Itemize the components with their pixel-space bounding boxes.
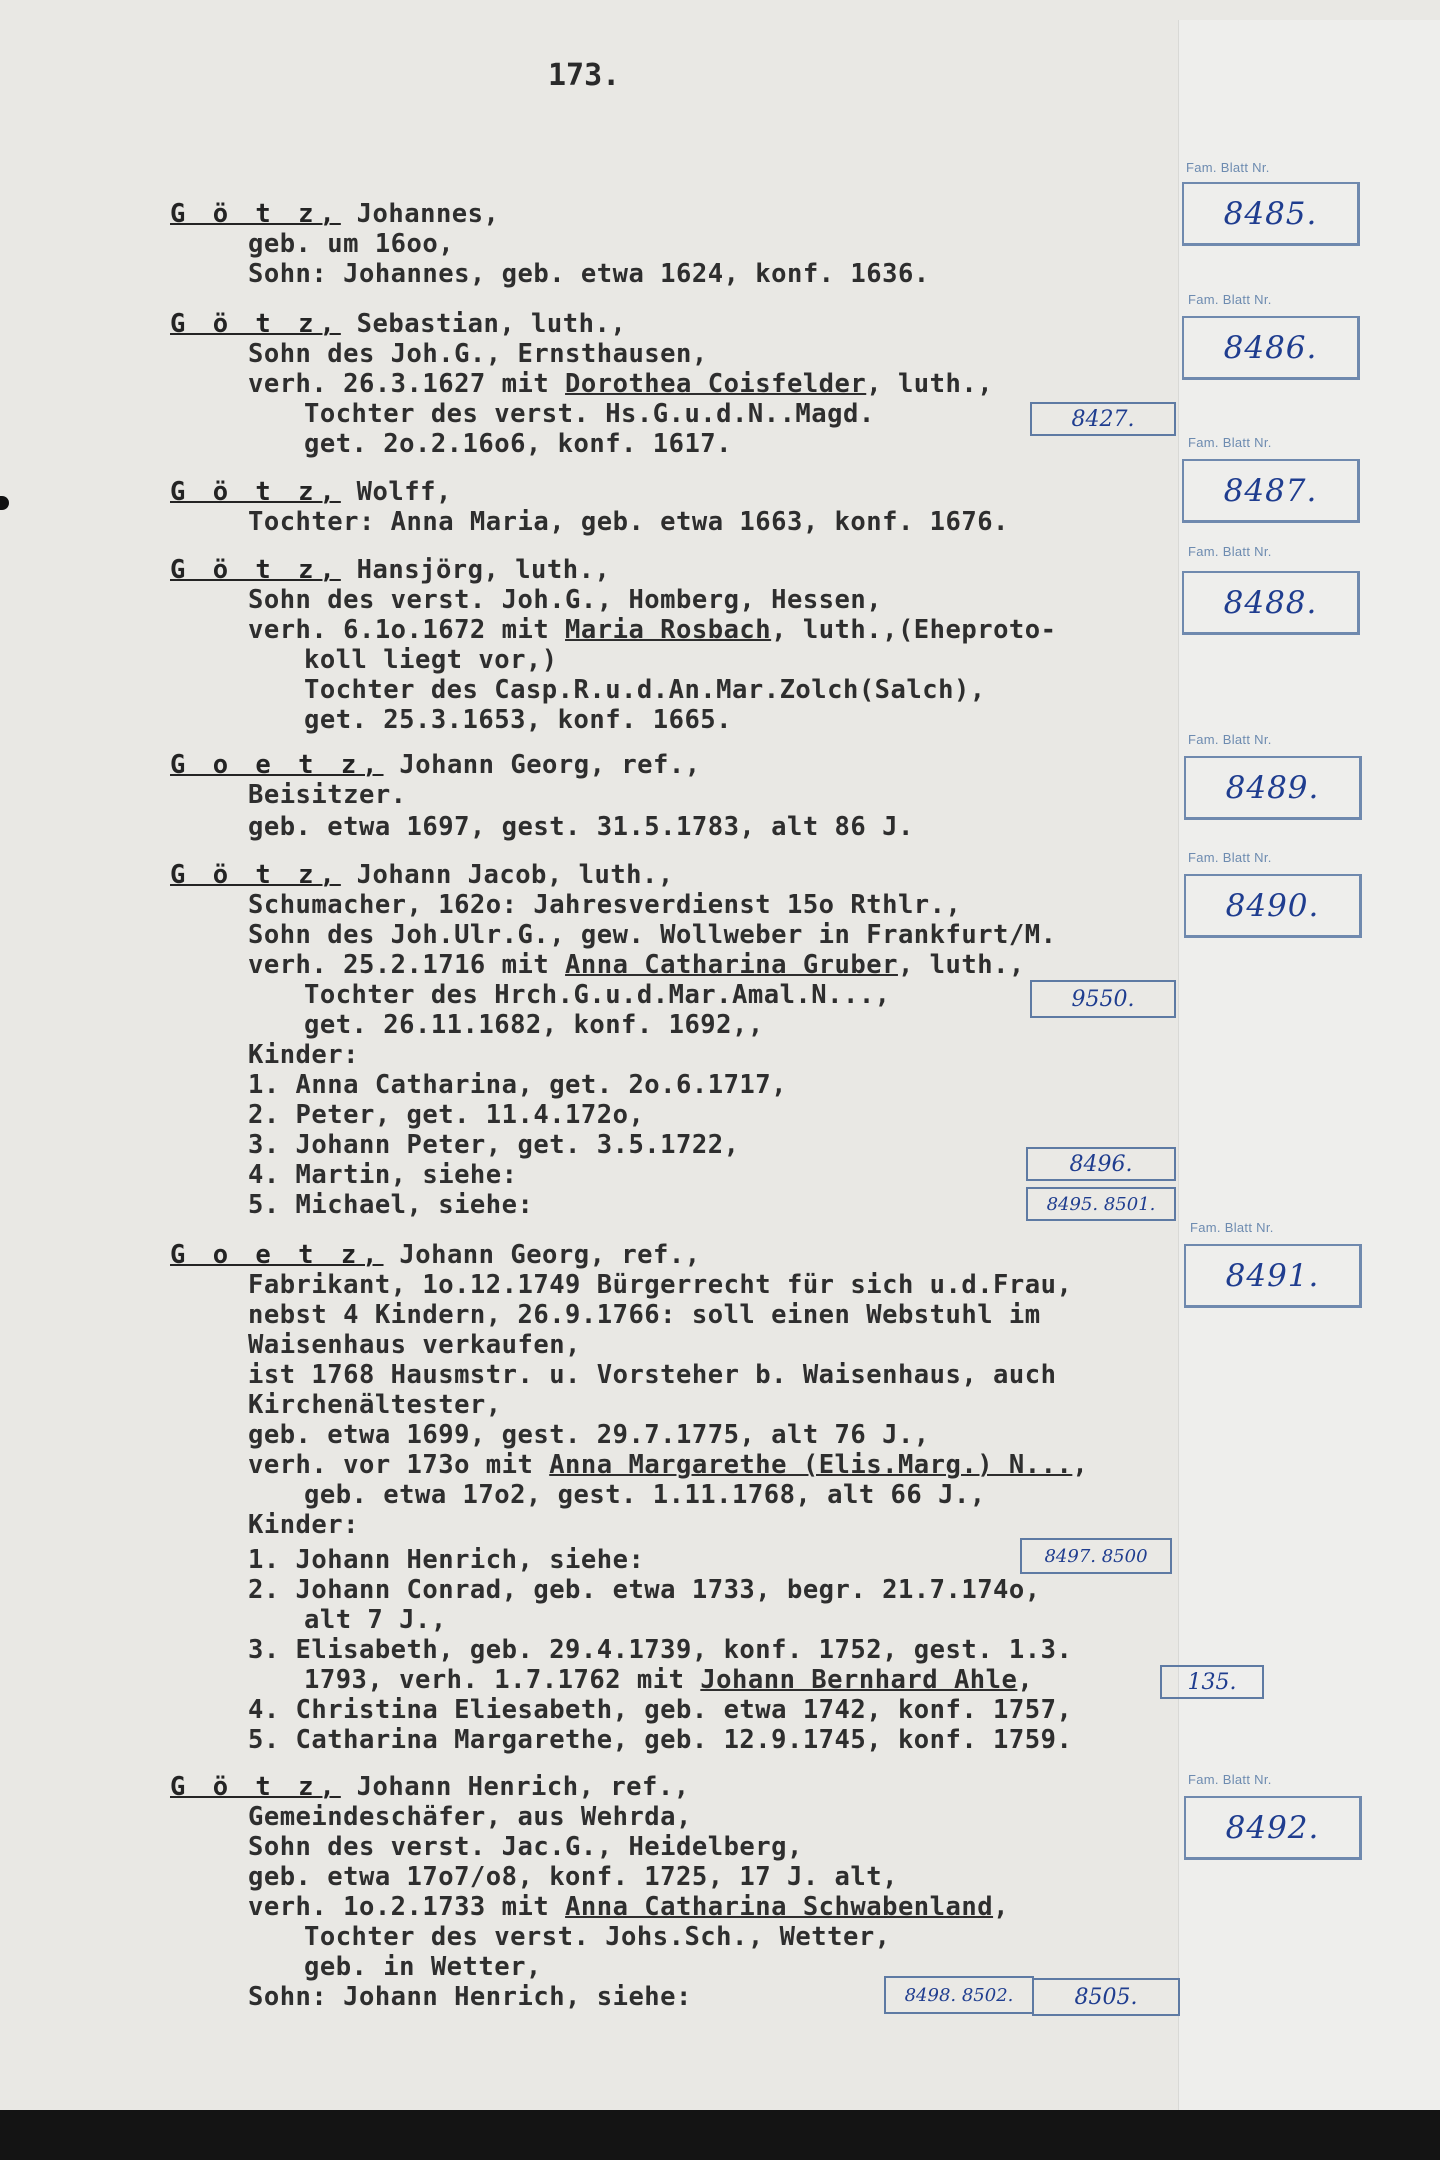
marriage-line: verh. 6.1o.1672 mit Maria Rosbach, luth.,(Eheproto- — [248, 615, 1057, 645]
entry-line: geb. etwa 1699, gest. 29.7.1775, alt 76 J., — [248, 1420, 930, 1450]
spouse-name: Dorothea Coisfelder — [565, 369, 867, 399]
entry-line: Gemeindeschäfer, aus Wehrda, — [248, 1802, 692, 1832]
fam-blatt-box — [1184, 1796, 1362, 1860]
fam-blatt-number: 8486. — [1223, 329, 1318, 366]
fam-blatt-label: Fam. Blatt Nr. — [1188, 850, 1272, 865]
entry-line: Tochter des Hrch.G.u.d.Mar.Amal.N..., — [304, 980, 891, 1010]
child-item: 1. Anna Catharina, get. 2o.6.1717, — [248, 1070, 787, 1100]
child-item: 1. Johann Henrich, siehe: — [248, 1545, 645, 1575]
fam-blatt-number: 8490. — [1225, 887, 1320, 924]
entry-line: get. 26.11.1682, konf. 1692,, — [304, 1010, 764, 1040]
marriage-line: verh. 26.3.1627 mit Dorothea Coisfelder, luth., — [248, 369, 994, 399]
entry-heading: G o e t z, Johann Georg, ref., — [170, 750, 701, 780]
cross-ref-number: 8498. 8502. — [904, 1984, 1014, 2006]
entry-heading: G ö t z, Johann Henrich, ref., — [170, 1772, 690, 1802]
spouse-name: Anna Margarethe (Elis.Marg.) N... — [549, 1450, 1073, 1480]
entry-heading: G ö t z, Hansjörg, luth., — [170, 555, 611, 585]
fam-blatt-number: 8489. — [1225, 769, 1320, 806]
entry-heading: G ö t z, Johann Jacob, luth., — [170, 860, 674, 890]
fam-blatt-number: 8491. — [1225, 1257, 1320, 1294]
child-item: 4. Christina Eliesabeth, geb. etwa 1742, konf. 1757, — [248, 1695, 1073, 1725]
entry-line: geb. etwa 17o7/o8, konf. 1725, 17 J. alt, — [248, 1862, 898, 1892]
surname: G ö t z, — [170, 309, 341, 339]
cross-ref-box — [1026, 1187, 1176, 1221]
fam-blatt-number: 8492. — [1225, 1809, 1320, 1846]
marriage-line: 1793, verh. 1.7.1762 mit Johann Bernhard Ahle, — [304, 1665, 1034, 1695]
entry-line: Tochter des verst. Johs.Sch., Wetter, — [304, 1922, 891, 1952]
entry-line: ist 1768 Hausmstr. u. Vorsteher b. Waisenhaus, auch — [248, 1360, 1057, 1390]
cross-ref-box — [1160, 1665, 1264, 1699]
entry-line: alt 7 J., — [304, 1605, 447, 1635]
cross-ref-number: 8497. 8500 — [1044, 1545, 1148, 1567]
children-heading: Kinder: — [248, 1040, 359, 1070]
marriage-line: verh. vor 173o mit Anna Margarethe (Elis.Marg.) N..., — [248, 1450, 1089, 1480]
fam-blatt-box — [1184, 874, 1362, 938]
spouse-name: Maria Rosbach — [565, 615, 772, 645]
entry-line: geb. etwa 17o2, gest. 1.11.1768, alt 66 J., — [304, 1480, 986, 1510]
scan-border — [0, 2110, 1440, 2160]
cross-ref-box — [1020, 1538, 1172, 1574]
cross-ref-box — [1030, 402, 1176, 436]
cross-ref-number: 9550. — [1071, 986, 1135, 1012]
entry-line: Beisitzer. — [248, 780, 407, 810]
cross-ref-number: 8505. — [1074, 1984, 1138, 2010]
surname: G o e t z, — [170, 750, 384, 780]
child-item: 3. Elisabeth, geb. 29.4.1739, konf. 1752, gest. 1.3. — [248, 1635, 1073, 1665]
spouse-name: Anna Catharina Gruber — [565, 950, 898, 980]
punch-hole-mark — [0, 496, 9, 510]
surname: G ö t z, — [170, 555, 341, 585]
entry-line: Sohn des Joh.G., Ernsthausen, — [248, 339, 708, 369]
surname: G ö t z, — [170, 860, 341, 890]
fam-blatt-number: 8488. — [1223, 584, 1318, 621]
child-item: Sohn: Johann Henrich, siehe: — [248, 1982, 692, 2012]
cross-ref-box — [884, 1976, 1034, 2014]
child-item: 3. Johann Peter, get. 3.5.1722, — [248, 1130, 740, 1160]
entry-line: Kirchenältester, — [248, 1390, 502, 1420]
fam-blatt-label: Fam. Blatt Nr. — [1188, 544, 1272, 559]
fam-blatt-box — [1182, 316, 1360, 380]
entry-line: Sohn: Johannes, geb. etwa 1624, konf. 1636. — [248, 259, 930, 289]
child-item: 5. Michael, siehe: — [248, 1190, 534, 1220]
child-item: 5. Catharina Margarethe, geb. 12.9.1745, konf. 1759. — [248, 1725, 1073, 1755]
fam-blatt-box — [1182, 182, 1360, 246]
cross-ref-box — [1030, 980, 1176, 1018]
surname: G ö t z, — [170, 199, 341, 229]
marriage-line: verh. 25.2.1716 mit Anna Catharina Gruber, luth., — [248, 950, 1025, 980]
fam-blatt-label: Fam. Blatt Nr. — [1190, 1220, 1274, 1235]
entry-line: geb. etwa 1697, gest. 31.5.1783, alt 86 J. — [248, 812, 914, 842]
entry-line: Sohn des Joh.Ulr.G., gew. Wollweber in Frankfurt/M. — [248, 920, 1057, 950]
fam-blatt-number: 8485. — [1223, 195, 1318, 232]
cross-ref-box — [1032, 1978, 1180, 2016]
entry-heading: G ö t z, Wolff, — [170, 477, 452, 507]
entry-line: Sohn des verst. Jac.G., Heidelberg, — [248, 1832, 803, 1862]
entry-heading: G ö t z, Sebastian, luth., — [170, 309, 627, 339]
spouse-name: Anna Catharina Schwabenland — [565, 1892, 994, 1922]
entry-heading: G ö t z, Johannes, — [170, 199, 500, 229]
fam-blatt-box — [1184, 1244, 1362, 1308]
entry-line: Tochter des Casp.R.u.d.An.Mar.Zolch(Salch), — [304, 675, 986, 705]
fam-blatt-label: Fam. Blatt Nr. — [1188, 435, 1272, 450]
entry-heading: G o e t z, Johann Georg, ref., — [170, 1240, 701, 1270]
fam-blatt-number: 8487. — [1223, 472, 1318, 509]
fam-blatt-box — [1184, 756, 1362, 820]
fam-blatt-label: Fam. Blatt Nr. — [1186, 160, 1270, 175]
fam-blatt-box — [1182, 459, 1360, 523]
cross-ref-number: 135. — [1187, 1669, 1237, 1695]
entry-line: geb. um 16oo, — [248, 229, 455, 259]
entry-line: Tochter: Anna Maria, geb. etwa 1663, konf. 1676. — [248, 507, 1009, 537]
entry-line: Waisenhaus verkaufen, — [248, 1330, 581, 1360]
cross-ref-number: 8495. 8501. — [1046, 1193, 1156, 1215]
child-item: 2. Johann Conrad, geb. etwa 1733, begr. 21.7.174o, — [248, 1575, 1041, 1605]
children-heading: Kinder: — [248, 1510, 359, 1540]
entry-line: Fabrikant, 1o.12.1749 Bürgerrecht für sich u.d.Frau, — [248, 1270, 1073, 1300]
entry-line: Tochter des verst. Hs.G.u.d.N..Magd. — [304, 399, 875, 429]
fam-blatt-box — [1182, 571, 1360, 635]
marriage-line: verh. 1o.2.1733 mit Anna Catharina Schwabenland, — [248, 1892, 1009, 1922]
entry-line: nebst 4 Kindern, 26.9.1766: soll einen Webstuhl im — [248, 1300, 1041, 1330]
surname: G ö t z, — [170, 477, 341, 507]
entry-line: geb. in Wetter, — [304, 1952, 542, 1982]
entry-line: koll liegt vor,) — [304, 645, 558, 675]
cross-ref-box — [1026, 1147, 1176, 1181]
cross-ref-number: 8496. — [1069, 1151, 1133, 1177]
fam-blatt-label: Fam. Blatt Nr. — [1188, 1772, 1272, 1787]
page-number: 173. — [548, 58, 621, 93]
entry-line: Schumacher, 162o: Jahresverdienst 15o Rthlr., — [248, 890, 962, 920]
entry-line: Sohn des verst. Joh.G., Homberg, Hessen, — [248, 585, 883, 615]
cross-ref-number: 8427. — [1071, 406, 1135, 432]
entry-line: get. 25.3.1653, konf. 1665. — [304, 705, 733, 735]
child-item: 4. Martin, siehe: — [248, 1160, 518, 1190]
surname: G o e t z, — [170, 1240, 384, 1270]
surname: G ö t z, — [170, 1772, 341, 1802]
entry-line: get. 2o.2.16o6, konf. 1617. — [304, 429, 733, 459]
spouse-name: Johann Bernhard Ahle — [700, 1665, 1018, 1695]
fam-blatt-label: Fam. Blatt Nr. — [1188, 732, 1272, 747]
child-item: 2. Peter, get. 11.4.172o, — [248, 1100, 645, 1130]
fam-blatt-label: Fam. Blatt Nr. — [1188, 292, 1272, 307]
